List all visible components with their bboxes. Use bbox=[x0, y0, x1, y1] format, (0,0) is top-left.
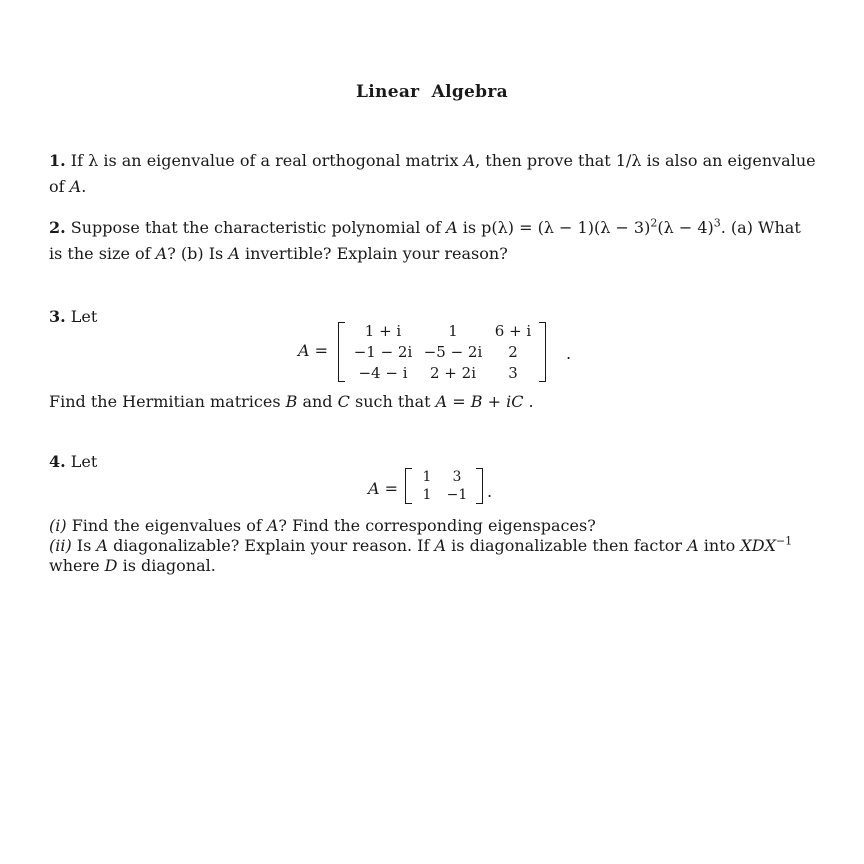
question-4-part-i bbox=[49, 516, 819, 536]
question-text: . bbox=[523, 392, 534, 411]
question-text: ? Find the corresponding eigenspaces? bbox=[278, 516, 596, 535]
question-text: and bbox=[297, 392, 338, 411]
matrix-label: A = bbox=[298, 341, 329, 360]
question-text: where bbox=[49, 556, 105, 575]
polynomial: (λ − 4) bbox=[657, 218, 714, 237]
exponent: 3 bbox=[713, 216, 721, 230]
question-text: ? (b) Is bbox=[167, 244, 229, 263]
matrix-cell: −1 bbox=[446, 487, 468, 503]
question-3-find bbox=[49, 389, 819, 415]
math-var: A bbox=[687, 536, 699, 555]
question-text: Is bbox=[71, 536, 97, 555]
matrix-cell: −1 − 2i bbox=[353, 343, 413, 361]
math-expression: XDX bbox=[740, 536, 776, 555]
question-text: Suppose that the characteristic polynomial of bbox=[65, 218, 447, 237]
left-bracket bbox=[405, 468, 412, 504]
question-text: Let bbox=[65, 452, 98, 471]
matrix-period: . bbox=[487, 482, 493, 501]
math-var: A bbox=[446, 218, 458, 237]
question-text: is diagonalizable then factor bbox=[446, 536, 688, 555]
math-var: A bbox=[266, 516, 279, 535]
question-text: Find the Hermitian matrices bbox=[49, 392, 286, 411]
matrix-period: . bbox=[566, 344, 572, 363]
matrix-cell: 3 bbox=[508, 364, 518, 382]
question-text: Find the eigenvalues of bbox=[66, 516, 267, 535]
matrix-cell: 2 + 2i bbox=[430, 364, 476, 382]
question-text: , then prove that 1/λ is also an eigenvalue of bbox=[49, 151, 816, 196]
right-bracket bbox=[476, 468, 483, 504]
question-text: invertible? Explain your reason? bbox=[239, 244, 508, 263]
math-var: C bbox=[337, 392, 350, 411]
question-1 bbox=[49, 148, 819, 200]
math-var: A bbox=[463, 151, 476, 170]
math-var: A bbox=[96, 536, 108, 555]
matrix-cell: −4 − i bbox=[358, 364, 408, 382]
question-text: into bbox=[698, 536, 741, 555]
equation: A = B + iC bbox=[435, 392, 524, 411]
question-number: 1. bbox=[49, 151, 66, 170]
matrix-cell: 1 + i bbox=[364, 322, 402, 340]
question-number: 2. bbox=[49, 218, 66, 237]
question-text: Let bbox=[65, 307, 98, 326]
matrix-cell: 1 bbox=[422, 469, 432, 485]
part-label: (i) bbox=[49, 516, 67, 535]
math-var: A bbox=[228, 244, 240, 263]
part-label: (ii) bbox=[49, 536, 72, 555]
matrix-cell: 3 bbox=[452, 469, 462, 485]
math-var: B bbox=[285, 392, 298, 411]
math-var: D bbox=[104, 556, 118, 575]
question-text: If λ is an eigenvalue of a real orthogonal matrix bbox=[65, 151, 464, 170]
matrix-cell: −5 − 2i bbox=[423, 343, 483, 361]
question-text: . (a) What is the size of bbox=[49, 218, 801, 263]
question-text: is diagonal. bbox=[117, 556, 216, 575]
matrix-cell: 1 bbox=[448, 322, 458, 340]
exponent: 2 bbox=[650, 216, 658, 230]
question-2 bbox=[49, 215, 819, 267]
matrix-label: A = bbox=[368, 479, 399, 498]
matrix-cell: 2 bbox=[508, 343, 518, 361]
question-4-part-ii bbox=[49, 536, 819, 576]
math-var: A bbox=[434, 536, 447, 555]
question-number: 4. bbox=[49, 452, 66, 471]
math-var: A bbox=[69, 177, 82, 196]
polynomial: p(λ) = (λ − 1)(λ − 3) bbox=[481, 218, 651, 237]
question-text: diagonalizable? Explain your reason. If bbox=[107, 536, 435, 555]
math-var: A bbox=[155, 244, 168, 263]
left-bracket bbox=[338, 322, 345, 382]
matrix-cell: 1 bbox=[422, 487, 432, 503]
question-text: such that bbox=[349, 392, 436, 411]
matrix-cell: 6 + i bbox=[494, 322, 532, 340]
page-title: Linear Algebra bbox=[356, 82, 508, 102]
question-number: 3. bbox=[49, 307, 66, 326]
exponent: −1 bbox=[775, 534, 793, 548]
question-text: is bbox=[457, 218, 482, 237]
question-text: . bbox=[81, 177, 87, 196]
